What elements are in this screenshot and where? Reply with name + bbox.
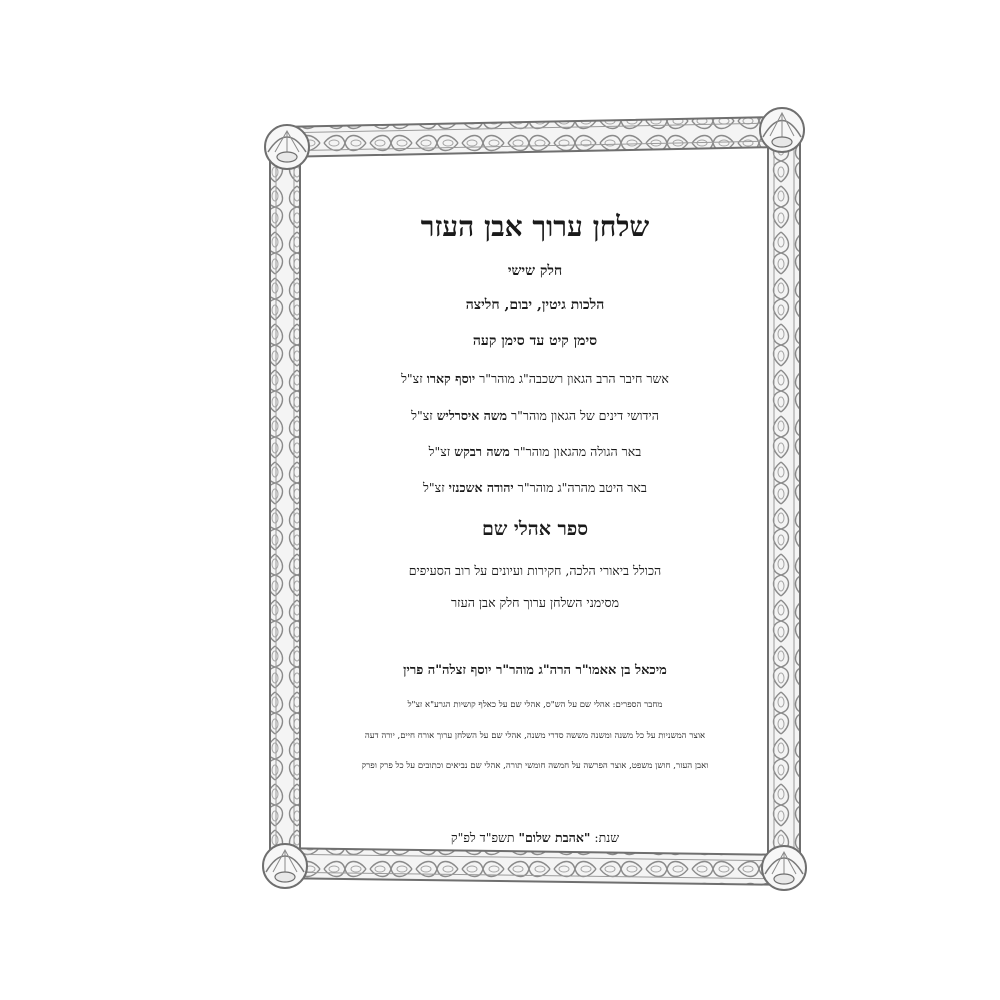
credit-line: באר היטב מהרה"ג מוהר"ר יהודה אשכנזי זצ"ל [423,480,647,495]
corner-shell-bottom-left [263,844,307,888]
works-list-line: מחבר הספרים: אהלי שם על הש"ס, אהלי שם על כאלף קושיות הגרע"א זצ"ל [407,700,663,710]
credit-name: יהודה אשכנזי [448,480,514,495]
credit-line: אשר חיבר הרב הגאון רשכבה"ג מוהר"ר יוסף קארו זצ"ל [401,371,669,386]
year-name: "אהבת שלום" [518,830,591,845]
main-title: שלחן ערוך אבן העזר [420,210,650,243]
frame-top [278,117,778,157]
credit-name: משה רבקש [454,444,510,459]
publication-year: שנת: "אהבת שלום" תשפ"ד לפ"ק [450,830,620,845]
works-list-line: ואבן העזר, חושן משפט, אוצר הפרשה על חמשה חומשי תורה, אהלי שם נביאים וכתובים על כל פרק ופרק [361,761,709,771]
credit-line: הידושי דינים של הגאון מוהר"ר משה איסרליש זצ"ל [411,408,659,423]
works-list-line: אוצר המשניות על כל משנה ומשנה מששה סדרי משנה, אהלי שם על השלחן ערוך אורח חיים, יורה דעה [364,731,706,741]
corner-shell-top-right [760,108,804,152]
sections-range: סימן קיט עד סימן קעה [472,333,598,349]
frame-left [270,150,300,880]
credit-name: יוסף קארו [426,371,476,386]
credit-line: באר הגולה מהגאון מוהר"ר משה רבקש זצ"ל [428,444,642,459]
frame-right [768,135,800,870]
book-title: ספר אהלי שם [481,518,588,540]
title-page-text [310,168,760,868]
author-line: מיכאל בן אאמו"ר הרה"ג מוהר"ר יוסף זצלה"ה פרין [403,663,667,678]
includes-line: הכולל ביאורי הלכה, חקירות ועיונים על רוב הסעיפים [408,563,662,578]
corner-shell-bottom-right [762,846,806,890]
includes-line: מסימני השלחן ערוך חלק אבן העזר [451,595,619,610]
corner-shell-top-left [265,125,309,169]
credit-name: משה איסרליש [436,408,508,423]
laws-label: הלכות גיטין, יבום, חליצה [465,297,605,313]
part-label: חלק שישי [507,263,563,279]
